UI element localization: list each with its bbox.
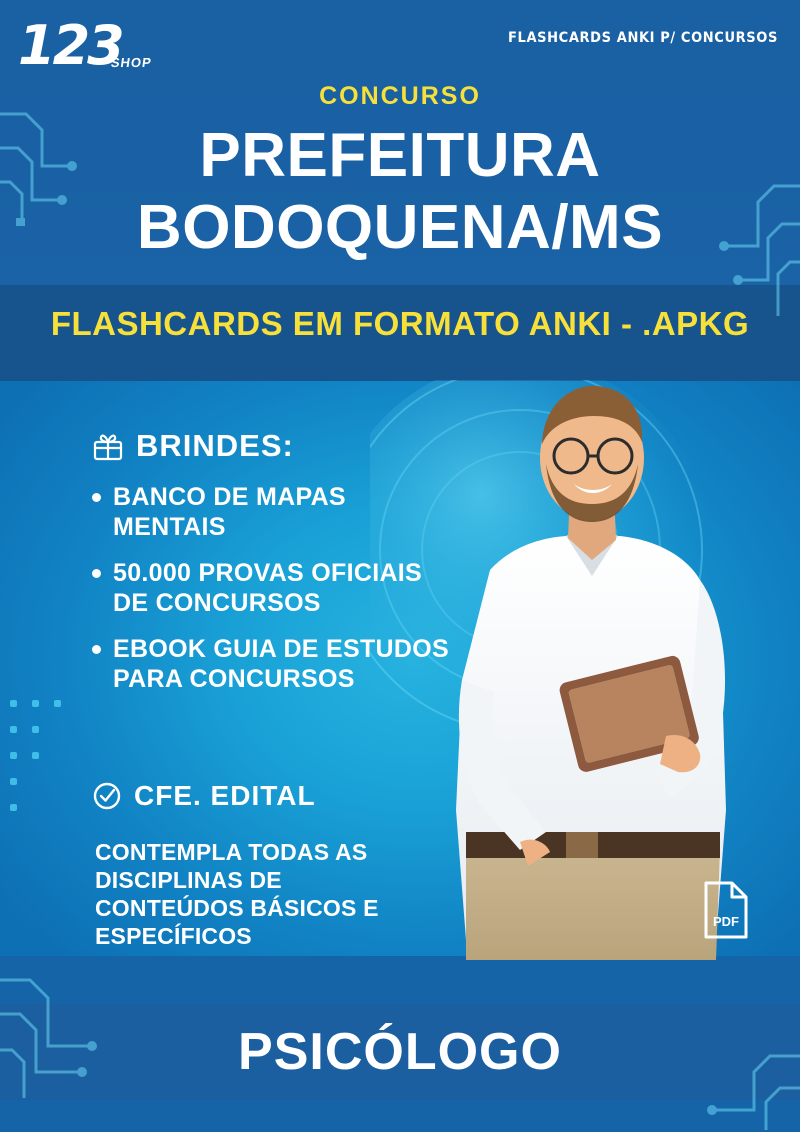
bonus-list	[92, 482, 452, 710]
bonus-heading-row	[92, 428, 294, 464]
bonus-item-label: EBOOK GUIA DE ESTUDOS PARA CONCURSOS	[113, 635, 449, 693]
role-label: PSICÓLOGO	[238, 1023, 562, 1081]
edital-heading: CFE. EDITAL	[134, 780, 316, 811]
bonus-item-label: 50.000 PROVAS OFICIAIS DE CONCURSOS	[113, 559, 423, 617]
bullet-icon	[92, 645, 101, 654]
dot-grid-left	[10, 700, 70, 820]
bullet-icon	[92, 569, 101, 578]
edital-description: CONTEMPLA TODAS AS DISCIPLINAS DE CONTEÚDOS BÁSICOS E ESPECÍFICOS	[95, 839, 379, 949]
pdf-badge	[700, 880, 752, 940]
gift-icon	[92, 430, 124, 462]
edital-heading-row	[92, 780, 316, 812]
kicker-label: CONCURSO	[319, 82, 481, 110]
list-item	[92, 634, 452, 694]
circuit-decoration-bottom-right	[650, 1040, 800, 1132]
list-item	[92, 558, 452, 618]
list-item	[92, 482, 452, 542]
format-banner: FLASHCARDS EM FORMATO ANKI - .APKG	[50, 305, 750, 342]
brand-logo-word: SHOP	[110, 55, 154, 70]
pdf-badge-label: PDF	[713, 914, 739, 929]
bullet-icon	[92, 493, 101, 502]
brand-logo[interactable]	[18, 14, 158, 78]
circuit-decoration-bottom-left	[0, 960, 160, 1100]
check-circle-icon	[92, 781, 122, 811]
brand-logo-number: 123	[18, 14, 122, 77]
title-line-2: BODOQUENA/MS	[136, 193, 664, 262]
header-tagline: FLASHCARDS ANKI P/ CONCURSOS	[508, 30, 778, 46]
bonus-heading: BRINDES:	[136, 428, 294, 463]
page-title	[0, 120, 800, 264]
bonus-item-label: BANCO DE MAPAS MENTAIS	[113, 483, 346, 541]
title-line-1: PREFEITURA	[199, 121, 601, 190]
